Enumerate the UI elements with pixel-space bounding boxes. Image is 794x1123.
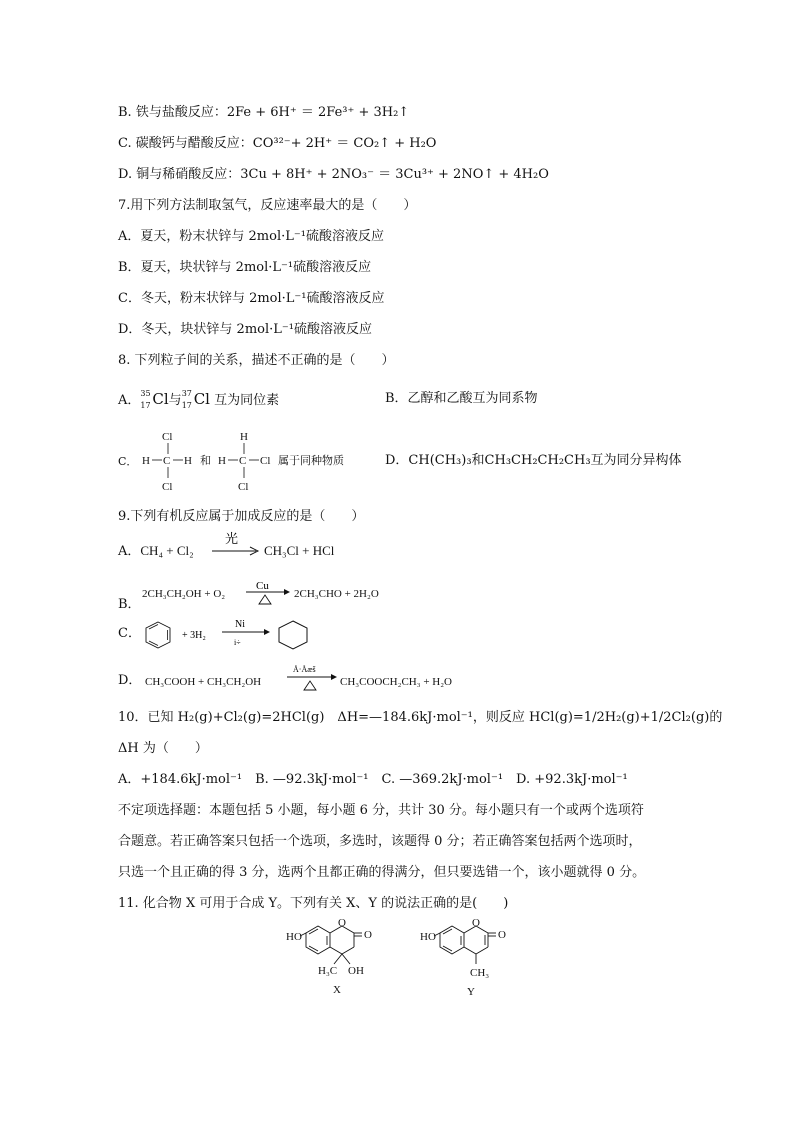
q9d-left: CH₃COOH + CH₃CH₂OH bbox=[145, 676, 262, 688]
q9d-label: D． bbox=[118, 673, 142, 688]
y-ho: HO bbox=[420, 931, 436, 943]
x-h3c: H₃C bbox=[318, 965, 338, 977]
s2-cl-right: Cl bbox=[260, 455, 271, 467]
s1-cl-bottom: Cl bbox=[162, 481, 173, 493]
s2-c: C bbox=[239, 455, 247, 467]
x-carbonyl-o: O bbox=[364, 929, 372, 941]
q9d-right: CH₃COOCH₂CH₃ + H₂O bbox=[340, 676, 452, 688]
instructions-line2: 合题意。若正确答案只包括一个选项，多选时，该题得 0 分；若正确答案包括两个选项时， bbox=[118, 834, 642, 849]
q8-option-d: D．CH(CH₃)₃和CH₃CH₂CH₂CH₃互为同分异构体 bbox=[385, 453, 682, 468]
q9a-right: CH₃Cl + HCl bbox=[264, 543, 335, 558]
q8a-iso1-z: 17 bbox=[140, 401, 151, 410]
q9c-plus: + 3H₂ bbox=[182, 630, 206, 641]
q8a-iso2-symbol: Cl bbox=[193, 390, 210, 408]
q9c-reaction bbox=[140, 618, 340, 652]
instructions-line1: 不定项选择题：本题包括 5 小题，每小题 6 分，共计 30 分。每小题只有一个或两个选项符 bbox=[118, 803, 644, 818]
q8a-isotope1-numbers bbox=[140, 390, 152, 408]
s1-h-right: H bbox=[184, 455, 192, 467]
q8c-text: 属于同种物质 bbox=[278, 455, 344, 467]
s2-h-top: H bbox=[240, 431, 248, 443]
s1-c: C bbox=[163, 455, 171, 467]
q11-structures bbox=[280, 918, 540, 1003]
s1-cl-top: Cl bbox=[162, 431, 173, 443]
x-ring-o: O bbox=[338, 918, 346, 929]
q8a-mid: 与 bbox=[168, 393, 182, 408]
q9b-arrow bbox=[244, 578, 292, 606]
instructions-line3: 只选一个且正确的得 3 分，选两个且都正确的得满分，但只要选错一个，该小题就得 0 分。 bbox=[118, 865, 646, 880]
y-ring-o: O bbox=[472, 918, 480, 929]
q9d-arrow bbox=[285, 662, 341, 694]
q9a-arrow bbox=[208, 530, 268, 560]
q9c-label: C． bbox=[118, 626, 141, 641]
q9b-left: 2CH₃CH₂OH + O₂ bbox=[142, 588, 226, 600]
s2-h-left: H bbox=[218, 455, 226, 467]
q8a-iso1-symbol: Cl bbox=[152, 390, 169, 408]
benzene-ring bbox=[146, 622, 170, 648]
y-label: Y bbox=[467, 986, 475, 998]
cyclohexane-ring bbox=[279, 621, 307, 649]
q8a-iso1-mass: 35 bbox=[140, 389, 151, 398]
q9-option-a bbox=[118, 542, 194, 561]
q9a-condition: 光 bbox=[225, 531, 239, 546]
s1-h-left: H bbox=[142, 455, 150, 467]
q10-stem-line1: 10．已知 H₂(g)+Cl₂(g)=2HCl(g) ΔH=—184.6kJ·mol⁻¹，则反应 HCl(g)=1/2H₂(g)+1/2Cl₂(g)的 bbox=[118, 710, 723, 725]
q8c-and: 和 bbox=[200, 455, 211, 467]
q8-option-a bbox=[118, 390, 279, 410]
q8a-suffix: 互为同位素 bbox=[209, 393, 280, 408]
q9a-prefix: A． bbox=[118, 544, 141, 559]
q9a-left: CH₄ + Cl₂ bbox=[140, 543, 194, 558]
q8a-isotope2-numbers bbox=[182, 390, 194, 408]
q10-options: A．+184.6kJ·mol⁻¹ B. —92.3kJ·mol⁻¹ C. —369.2kJ·mol⁻¹ D. +92.3kJ·mol⁻¹ bbox=[118, 772, 628, 787]
q8c-label: C． bbox=[118, 455, 138, 468]
q6-option-b: B. 铁与盐酸反应：2Fe + 6H⁺ ＝ 2Fe³⁺ + 3H₂↑ bbox=[118, 105, 410, 120]
q9b-condition: Cu bbox=[256, 580, 269, 592]
q7-option-b: B．夏天，块状锌与 2mol·L⁻¹硫酸溶液反应 bbox=[118, 260, 372, 275]
q8a-prefix: A． bbox=[118, 393, 141, 408]
q8a-iso2-z: 17 bbox=[181, 401, 192, 410]
q7-option-c: C．冬天，粉末状锌与 2mol·L⁻¹硫酸溶液反应 bbox=[118, 291, 385, 306]
compound-x bbox=[300, 926, 362, 964]
q7-option-a: A．夏天，粉末状锌与 2mol·L⁻¹硫酸溶液反应 bbox=[118, 229, 384, 244]
q9b-right: 2CH₃CHO + 2H₂O bbox=[294, 588, 379, 600]
q8-stem: 8. 下列粒子间的关系，描述不正确的是（ ） bbox=[118, 353, 395, 368]
y-ch3: CH₃ bbox=[470, 967, 490, 979]
q9d-condition: Å·Åæš bbox=[293, 665, 316, 674]
q7-option-d: D．冬天，块状锌与 2mol·L⁻¹硫酸溶液反应 bbox=[118, 322, 372, 337]
q7-stem: 7.用下列方法制取氢气，反应速率最大的是（ ） bbox=[118, 198, 417, 213]
q11-stem: 11. 化合物 X 可用于合成 Y。下列有关 X、Y 的说法正确的是( ) bbox=[118, 896, 509, 911]
q9c-cond-bottom: i÷ bbox=[234, 638, 241, 647]
q8c-structures bbox=[140, 428, 370, 498]
q8a-iso2-mass: 37 bbox=[181, 389, 192, 398]
compound-y bbox=[434, 926, 496, 964]
q6-option-d: D. 铜与稀硝酸反应：3Cu + 8H⁺ + 2NO₃⁻ ＝ 3Cu³⁺ + 2NO↑ + 4H₂O bbox=[118, 167, 549, 182]
s2-cl-bottom: Cl bbox=[238, 481, 249, 493]
x-oh: OH bbox=[348, 965, 364, 977]
q9b-label: B． bbox=[118, 597, 141, 612]
q9-stem: 9.下列有机反应属于加成反应的是（ ） bbox=[118, 509, 365, 524]
q10-stem-line2: ΔH 为（ ） bbox=[118, 741, 208, 756]
q8-option-b: B．乙醇和乙酸互为同系物 bbox=[385, 391, 538, 406]
q6-option-c: C. 碳酸钙与醋酸反应：CO³²⁻+ 2H⁺ ＝ CO₂↑ + H₂O bbox=[118, 136, 437, 151]
y-carbonyl-o: O bbox=[498, 929, 506, 941]
x-label: X bbox=[333, 984, 341, 996]
x-ho: HO bbox=[286, 931, 302, 943]
q9c-cond-top: Ni bbox=[235, 619, 245, 630]
